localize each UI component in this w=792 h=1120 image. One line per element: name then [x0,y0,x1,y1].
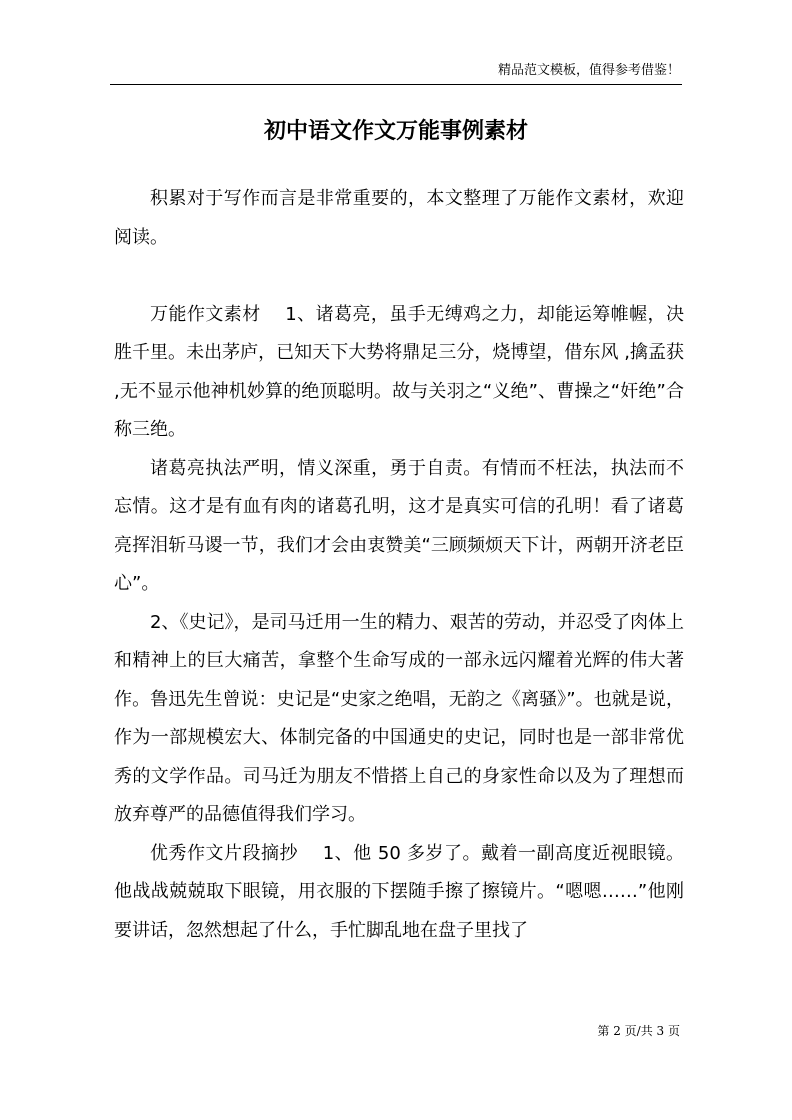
document-title: 初中语文作文万能事例素材 [263,119,528,144]
paragraph-intro: 积累对于写作而言是非常重要的，本文整理了万能作文素材，欢迎阅读。 [114,188,684,248]
paragraph-excerpt: 优秀作文片段摘抄 1、他 50 多岁了。戴着一副高度近视眼镜。他战战兢兢取下眼镜，用衣服的下摆随手擦了擦镜片。“嗯嗯……”他刚要讲话，忽然想起了什么，手忙脚乱地在盘子里找了 [114,842,684,941]
paragraph-zhuge-liang-law: 诸葛亮执法严明，情义深重，勇于自责。有情而不枉法，执法而不忘情。这才是有血有肉的诸葛孔明，这才是真实可信的孔明！看了诸葛亮挥泪斩马谡一节，我们才会由衷赞美“三顾频烦天下计，两朝开济老臣心”。 [114,457,684,594]
page-number: 第 2 页/共 3 页 [597,1024,680,1038]
paragraph-shiji: 2、《史记》，是司马迁用一生的精力、艰苦的劳动，并忍受了肉体上和精神上的巨大痛苦，拿整个生命写成的一部永远闪耀着光辉的伟大著作。鲁迅先生曾说：史记是“史家之绝唱，无韵之《离骚》”。也就是说，作为一部规模宏大、体制完备的中国通史的史记，同时也是一部非常优秀的文学作品。司马迁为朋友不惜搭上自己的身家性命以及为了理想而放弃尊严的品德值得我们学习。 [114,611,684,825]
page-header [110,58,682,85]
header-note: 精品范文模板，值得参考借鉴！ [497,63,680,78]
paragraph-zhuge-liang: 万能作文素材 1、诸葛亮，虽手无缚鸡之力，却能运筹帷幄，决胜千里。未出茅庐，已知天下大势将鼎足三分，烧博望，借东风 ,擒孟获 ,无不显示他神机妙算的绝顶聪明。故与关羽之“义绝”、曹操之“奸绝”合称三绝。 [114,303,684,440]
document-body [114,180,684,950]
